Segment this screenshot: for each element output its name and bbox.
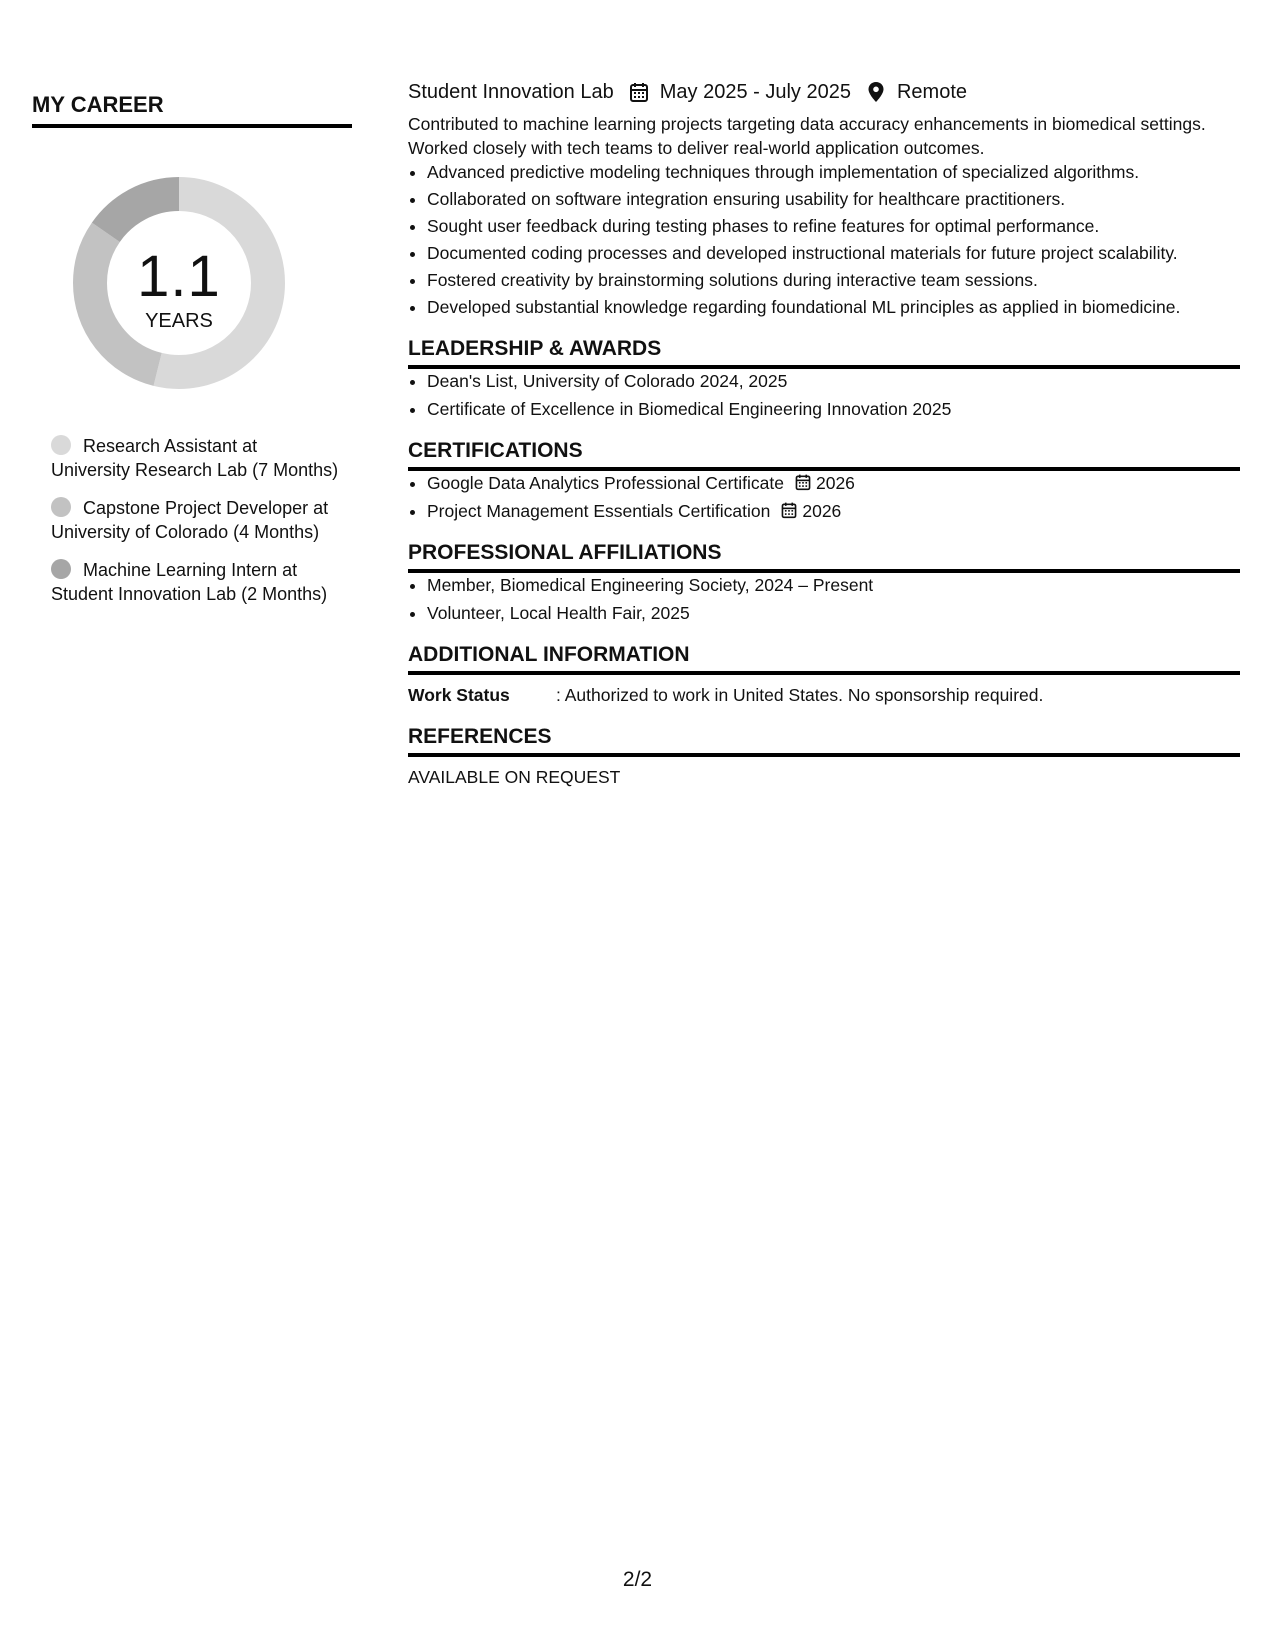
legend-dot xyxy=(51,559,71,579)
legend-label: Capstone Project Developer at University of Colorado (4 Months) xyxy=(51,498,329,542)
references-title: REFERENCES xyxy=(408,725,552,748)
affiliation-item: • Member, Biomedical Engineering Society, 2024 – Present xyxy=(427,573,1240,597)
calendar-icon xyxy=(628,81,650,103)
affiliation-item: • Volunteer, Local Health Fair, 2025 xyxy=(427,601,1240,625)
section-divider xyxy=(408,671,1240,675)
certification-item xyxy=(427,499,1240,523)
career-title: MY CAREER xyxy=(32,92,164,117)
experience-bullet: • Fostered creativity by brainstorming solutions during interactive team sessions. xyxy=(427,268,1240,292)
work-status-label: Work Status xyxy=(408,685,510,705)
calendar-icon xyxy=(794,473,812,491)
legend-dot xyxy=(51,435,71,455)
experience-location: Remote xyxy=(896,81,967,103)
calendar-icon xyxy=(780,501,798,519)
certification-name: Google Data Analytics Professional Certificate xyxy=(427,473,784,493)
leadership-title: LEADERSHIP & AWARDS xyxy=(408,337,662,360)
career-legend-item xyxy=(51,434,341,482)
career-donut-chart xyxy=(64,168,294,398)
experience-bullet: • Developed substantial knowledge regarding foundational ML principles as applied in biomedicine. xyxy=(427,295,1240,319)
certification-year: 2026 xyxy=(802,501,842,521)
legend-label: Machine Learning Intern at Student Innovation Lab (2 Months) xyxy=(51,560,328,604)
experience-bullet: • Documented coding processes and developed instructional materials for future project scalability. xyxy=(427,241,1240,265)
experience-header xyxy=(408,78,1240,106)
career-legend-item xyxy=(51,496,341,544)
experience-description: Contributed to machine learning projects targeting data accuracy enhancements in biomedical settings. Worked closely with tech teams to deliver real-world application outcomes. xyxy=(408,114,1206,158)
certifications-title: CERTIFICATIONS xyxy=(408,439,583,462)
certifications-section xyxy=(408,439,1240,523)
main-content xyxy=(408,78,1240,789)
leadership-list xyxy=(408,369,1240,421)
career-legend xyxy=(32,434,352,606)
affiliations-section xyxy=(408,541,1240,625)
references-text: AVAILABLE ON REQUEST xyxy=(408,767,621,787)
career-total-unit: YEARS xyxy=(145,310,213,332)
career-legend-item xyxy=(51,558,341,606)
legend-dot xyxy=(51,497,71,517)
experience-company: Student Innovation Lab xyxy=(408,81,614,103)
career-sidebar xyxy=(32,92,352,620)
certification-name: Project Management Essentials Certification xyxy=(427,501,771,521)
certification-year: 2026 xyxy=(815,473,855,493)
references-section xyxy=(408,725,1240,789)
affiliations-list xyxy=(408,573,1240,625)
affiliations-title: PROFESSIONAL AFFILIATIONS xyxy=(408,541,722,564)
career-divider xyxy=(32,124,352,128)
additional-info-section xyxy=(408,643,1240,707)
work-status-row xyxy=(408,683,1240,707)
additional-info-title: ADDITIONAL INFORMATION xyxy=(408,643,690,666)
section-divider xyxy=(408,753,1240,757)
career-total-years: 1.1 xyxy=(137,244,221,309)
experience-bullet: • Advanced predictive modeling techniques through implementation of specialized algorithms. xyxy=(427,160,1240,184)
work-status-value: : Authorized to work in United States. No sponsorship required. xyxy=(556,685,1044,705)
experience-bullets xyxy=(408,160,1240,319)
experience-bullet: • Sought user feedback during testing phases to refine features for optimal performance. xyxy=(427,214,1240,238)
leadership-item: • Dean's List, University of Colorado 2024, 2025 xyxy=(427,369,1240,393)
location-pin-icon xyxy=(865,81,887,103)
certifications-list xyxy=(408,471,1240,523)
legend-label: Research Assistant at University Research Lab (7 Months) xyxy=(51,436,339,480)
experience-bullet: • Collaborated on software integration ensuring usability for healthcare practitioners. xyxy=(427,187,1240,211)
leadership-item: • Certificate of Excellence in Biomedical Engineering Innovation 2025 xyxy=(427,397,1240,421)
experience-dates: May 2025 - July 2025 xyxy=(659,81,851,103)
donut-center xyxy=(64,168,294,398)
page-number: 2/2 xyxy=(622,1568,653,1591)
certification-item xyxy=(427,471,1240,495)
leadership-section xyxy=(408,337,1240,421)
